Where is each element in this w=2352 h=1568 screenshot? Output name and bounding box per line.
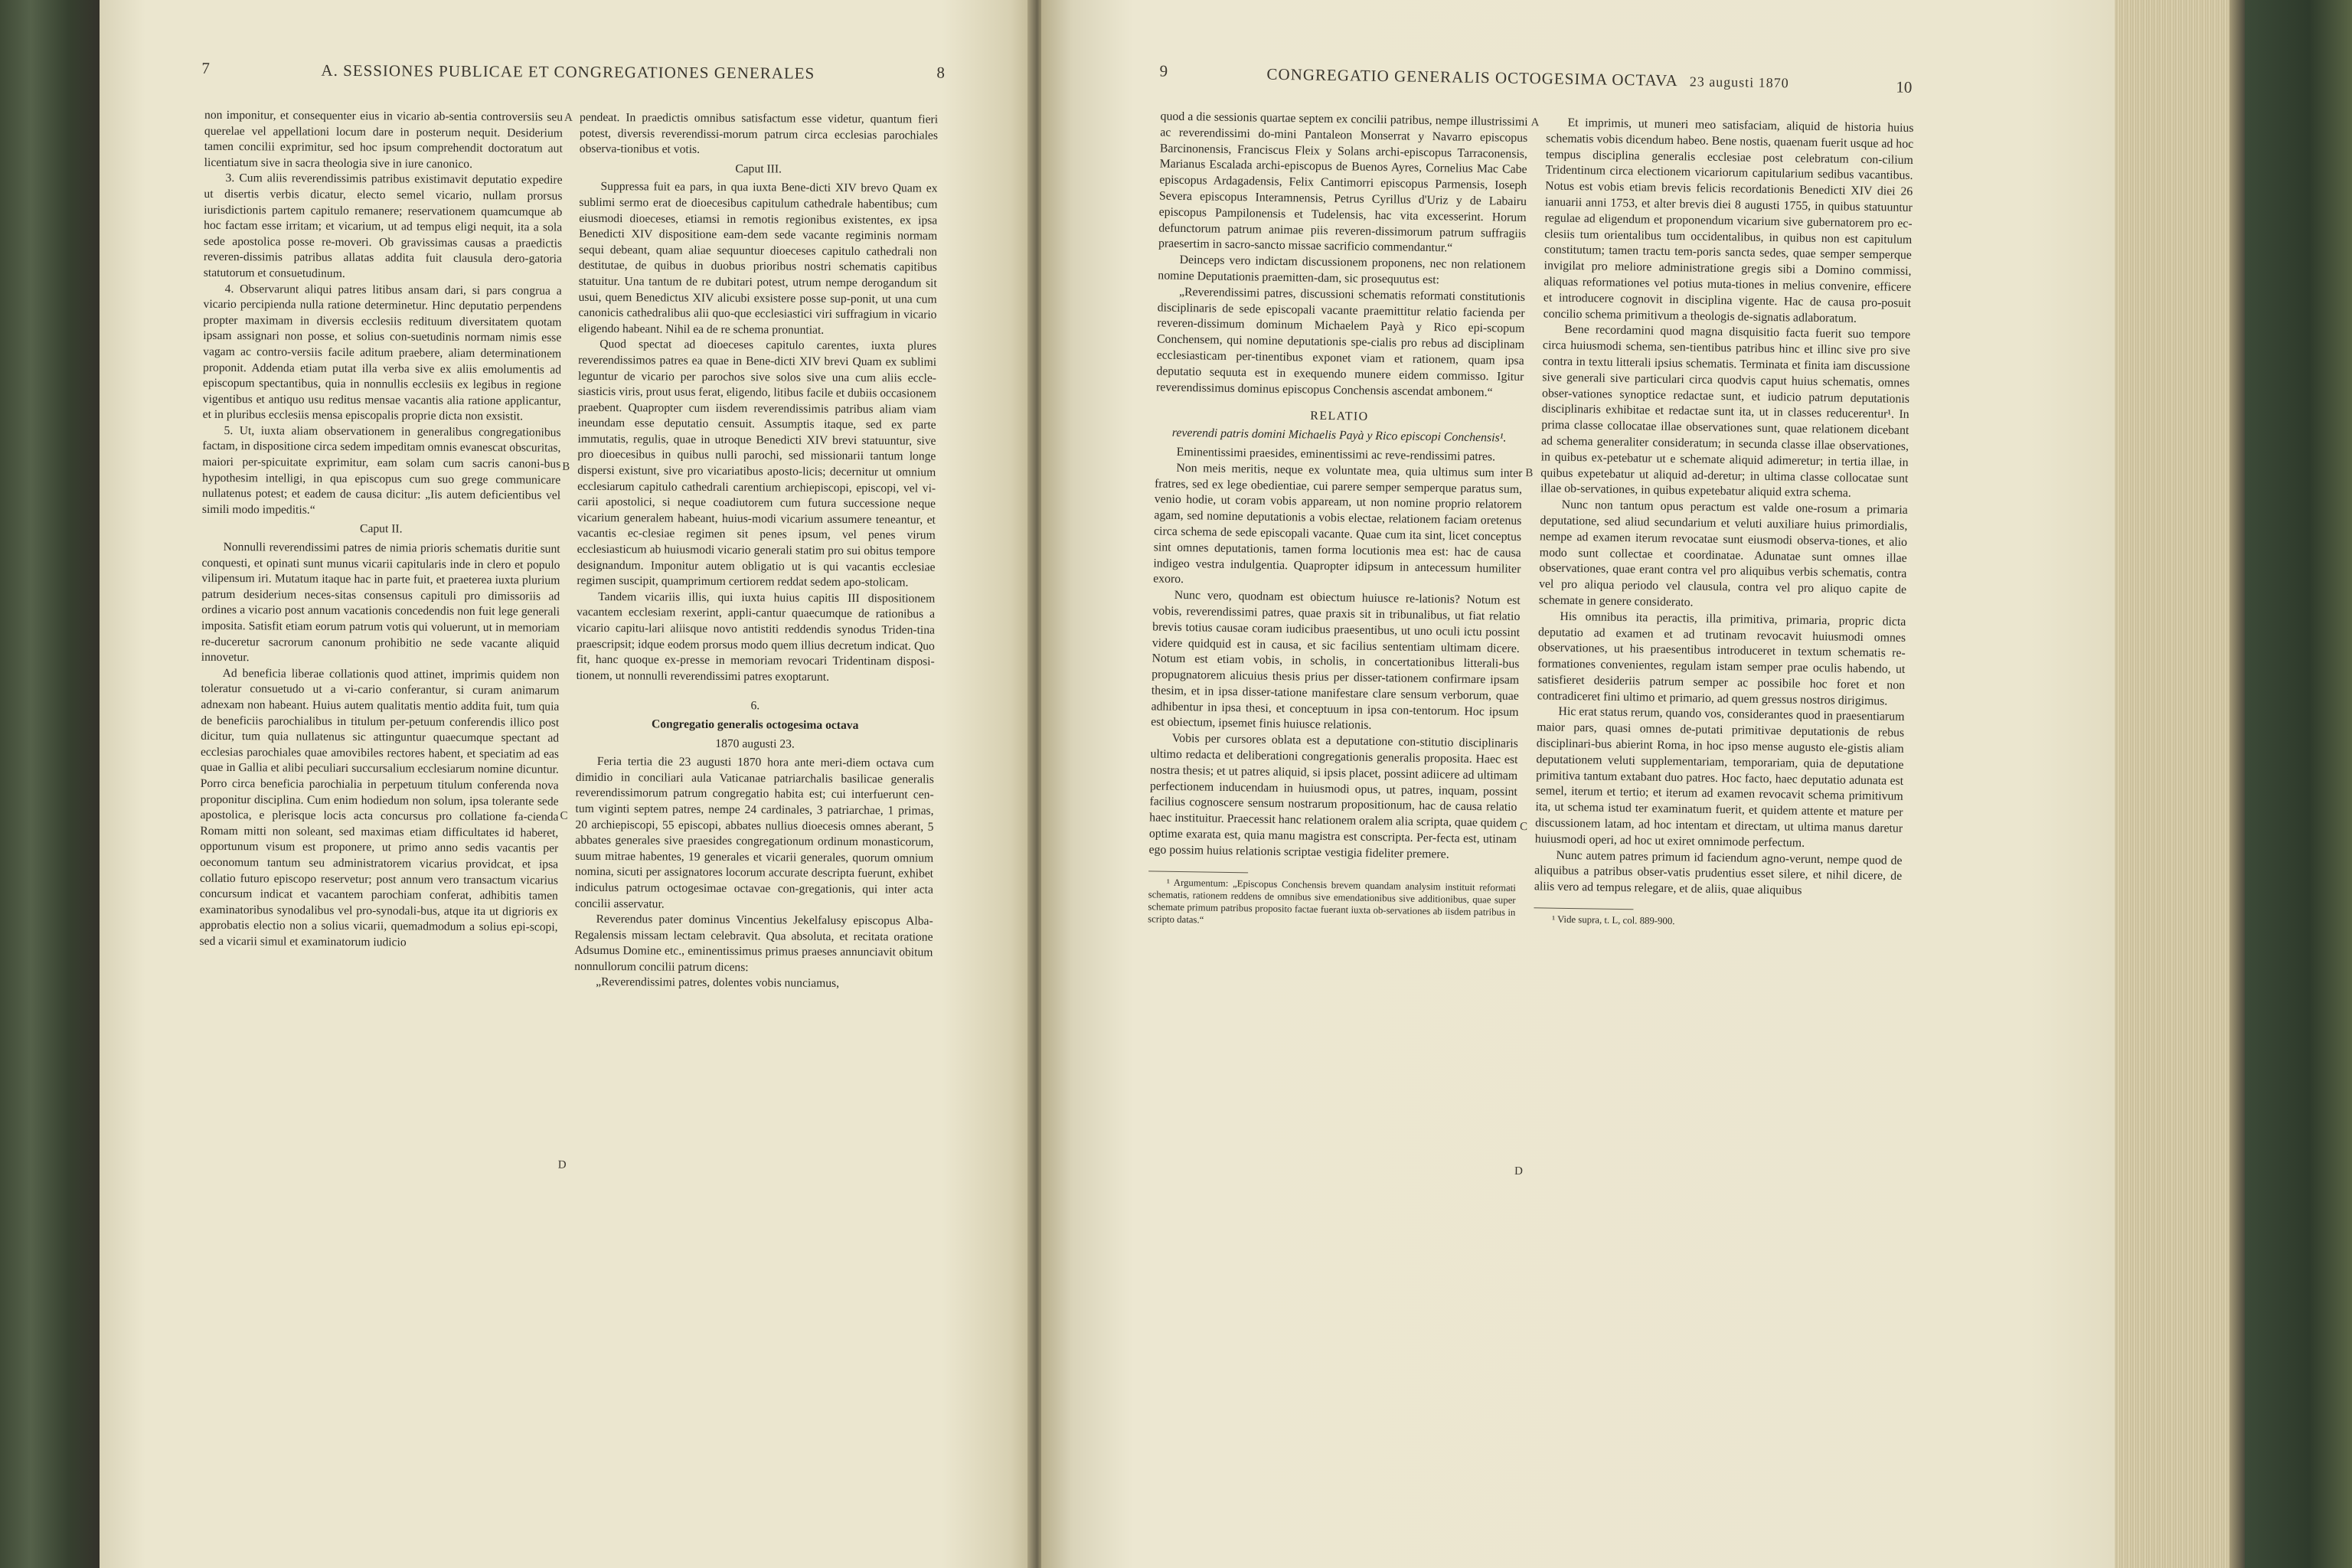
margin-marker-d: D [1514, 1165, 1524, 1178]
paragraph: „Reverendissimi patres, discussioni schematis reformati constitutionis disciplinaris de sede episcopali vacante praemittitur relatio facienda per reveren-dissimum dominum Michaelem Payà y Rico epi-scopum Conchensem, qui nomine deputationis spe-cialis pro rebus ad disciplinam ecclesiasticam per-tinentibus exponet viam et rationem, quam ipsa deputatio sequuta est in exequendo munere eidem commisso. Igitur reverendissimus dominus episcopus Conchensis ascendat ambonem.“ [1155, 285, 1526, 399]
page-edges [2115, 0, 2245, 1568]
section-heading-caput-iii: Caput III. [735, 162, 782, 176]
paragraph: 3. Cum aliis reverendissimis patribus existimavit deputatio expedire ut disertis verbis dicatur, electo semel vicario, nullam prorsus iurisdictionis partem capitulo remanere; reservationem quamcumque ab hoc factam esse irritam; et vicarium, ut ad tempus eligi nequit, ita a sola sede apostolica posse re-moveri. Ob gravissimas causas a praedictis reveren-dissimis patribus allatas addita fuit clausula dero-gatoria statutorum et consuetudinum. [203, 172, 563, 280]
running-head: A. SESSIONES PUBLICAE ET CONGREGATIONES GENERALES [321, 60, 815, 83]
margin-marker-d: D [557, 1158, 567, 1171]
paragraph: 4. Observarunt aliqui patres litibus ansam dari, si pars congrua a vicario percipienda nulla ratione determinetur. Hinc deputatio perpendens propter maximam in diversis ecclesiis redituum diversitatem quotam ipsam assignari non posse, et solius con-suetudinis normam nimis esse vagam ac contro-versiis facile aditum praebere, aliam determinationem proponit. Addenda etiam putat illa verba sive ex aliis emolumentis ad episcopum spectantibus, quia in nonnullis ecclesiis ex legibus in regione vigentibus et antiquo usu reditus mensae vacantis alia ratione applicantur, et in pluribus ecclesiis mensa episcopalis proprie dicta non exsistit. [202, 282, 562, 423]
section-date: 1870 augusti 23. [715, 737, 795, 751]
right-page-column-2 [1534, 115, 1914, 930]
section-number: 6. [750, 699, 760, 713]
left-page [100, 0, 1034, 1568]
paragraph: Et imprimis, ut muneri meo satisfaciam, aliquid de historia huius schematis vobis dicendum habeo. Bene nostis, quaenam fuerit usque ad hoc tempus disciplina generalis ecclesiae post celebratum con-cilium Tridentinum circa electionem vicariorum capitularium sedibus vacantibus. Notus est vobis etiam brevis felicis recordationis Benedicti XIV diei 26 ianuarii anni 1753, et alter brevis diei 8 augusti 1755, in quibus statuuntur regulae ad eligendum et proponendum vicarium sive gubernatorem pro ec-clesiis tum orientalibus tum occidentalibus, in quibus non est capitulum constitutum; tamen tractu tem-poris sancta sedes, quae semper semperque invigilat pro meliore administratione gregis sibi a Domino commissi, aliquas reformationes vel potius muta-tiones in melius convenire, efficere et introducere cognovit in disciplina vigente. Hac de causa pro-posuit concilio schema primitivum a theologis de-signatis adlaboratum. [1543, 116, 1914, 325]
right-page [1041, 0, 2115, 1568]
paragraph: Nunc autem patres primum id faciendum agno-verunt, nempe quod de aliquibus a patribus obser-vatis prudentius esset silere, et nihil dicere, de aliis vero ad tempus relegare, et de aliis, quae aliquibus [1534, 848, 1903, 897]
footnote-rule [1534, 907, 1633, 910]
paragraph: Eminentissimi praesides, eminentissimi ac reve-rendissimi patres. [1176, 445, 1496, 464]
paragraph: Non meis meritis, neque ex voluntate mea, quia ultimus sum inter fratres, sed ex lege obedientiae, cui parere semper semperque paratus sum, venio hodie, ut coram vobis appaream, ut non nomine proprio relatorem agam, sed nomine deputationis a vobis electae, relationem faciam oretenus circa schema de sede episcopali vacante. Quae cum ita sint, licet conceptus sint omnes deputationis, tamen forma locutionis mea est: hac de causa indigeo vestra indulgentia. Quapropter idipsum in antecessum humiliter exoro. [1153, 461, 1523, 586]
margin-marker-c: C [560, 809, 568, 822]
paragraph: quod a die sessionis quartae septem ex concilii patribus, nempe illustrissimi ac reverendissimi do-mini Pantaleon Monserrat y Navarro episcopus Barcinonensis, Franciscus Fleix y Solans archi-episcopus Tarraconensis, Marianus Escalada archi-episcopus de Buenos Ayres, Cornelius Mac Cabe episcopus Ardagadensis, Felix Cantimorri episcopus Parmensis, Ioseph Severa episcopus Interamnensis, Petrus Cyrillus d'Uriz y de Labairu episcopus Pampilonensis et Tudelensis, hac vita excesserint. Horum defunctorum patrum animae piis reveren-dissimorum patrum suffragiis praesertim in sacro-sancto missae sacrificio commendantur.“ [1158, 109, 1528, 255]
paragraph: Ad beneficia liberae collationis quod attinet, imprimis quidem non toleratur consuetudo ut a vi-cario conferantur, si curam animarum adnexam non habeant. Huius autem qualitatis mentio addita fuit, tum quia de beneficiis parochialibus in titulum per-petuum conferendis illico post dicitur, tum quia nullatenus sic attinguntur quaecumque spectant ad ecclesias parochiales quae amovibiles rectores habent, et speciatim ad eas quae in Gallia et alibi peculiari succursalium ecclesiarum nomine dicuntur. Porro circa beneficia parochialia in perpetuum titulum conferenda nova proponitur disciplina. Cum enim hodiedum non solum, ipsa tolerante sede apostolica, e plerisque locis acta concursus pro collatione fa-cienda Romam mitti non soleant, sed maximas etiam difficultates id haberet, opportunum visum est proponere, ut primo anno sedis vacantis per oeconomum tantum seu administratorem vicarius providcat, et ipsa collatio futuro episcopo reservetur; post annum vero transactum vicarius concursum indicat et vacantem parochiam conferat, adhibitis tamen examinatoribus synodalibus vel pro-synodali-bus, atque ita ut digrioris ex approbatis electio non a solius vicarii, quemadmodum a solius epi-scopi, sed a vicarii simul et examinatorum iudicio [199, 666, 560, 949]
paragraph: Deinceps vero indictam discussionem proponens, nec non relationem nomine Deputationis praemitten-dam, sic prosequutus est: [1158, 253, 1526, 287]
paragraph: Nonnulli reverendissimi patres de nimia prioris schematis duritie sunt conquesti, et opinati sunt munus vicarii capitularis inde in clero et populo vilipensum iri. Mutatum itaque hac in parte fuit, et praeterea iuxta plurium patrum desiderium neces-sitas consensus capituli pro dimissoriis ad ordines a vicario post annum vacationis concedendis non fuit lege generali imposita. Satisfit etiam eorum patrum votis qui voluerunt, ut in memoriam re-duceretur sacrorum canonum prohibitio ne sede vacante aliquid innovetur. [201, 541, 560, 665]
paragraph: His omnibus ita peractis, illa primitiva, primaria, propric dicta deputatio ad examen et ad trutinam revocavit huiusmodi omnes observationes, ut his praesentibus introduceret in textum schematis re-formationes convenientes, regulam istam semper prae oculis habendo, ut satisfieret desideriis patrum semper ac possibile hoc foret et non contradiceret fini ultimo et primario, ad quem gressus nostros dirigimus. [1537, 609, 1906, 708]
running-head [1266, 65, 1789, 93]
running-head-date: 23 augusti 1870 [1689, 74, 1789, 91]
paragraph: non imponitur, et consequenter eius in vicario ab-sentia controversiis seu querelae vel appellationi locum dare in posterum nequit. Desiderium tamen concilii exprimitur, sed hoc ipsum comprehendit doctoratum aut licentiatum sive in sacra theologia sive in iure canonico. [204, 108, 564, 171]
page-number-8: 8 [936, 63, 946, 82]
running-head-title: CONGREGATIO GENERALIS OCTOGESIMA OCTAVA [1266, 64, 1677, 90]
paragraph: Bene recordamini quod magna disquisitio facta fuerit suo tempore circa huiusmodi schema, sen-tientibus patribus hinc et illinc sive pro sive contra in textu litterali ipsius schematis. Terminata et finita iam discussione sive generali sive particulari circa quodvis caput huius schematis, omnes obser-vationes synoptice redactae sunt, et iudicio patrum deputationis disciplinaris exhibitae et redactae sunt ita, ut in classes reducerentur¹. In prima classe collocatae illae observationes sunt, quae relationem dicebant ad schema generaliter consideratum; in secunda classe illae observationes, in quibus ex-petebatur ut e schemate aliquid adimeretur; in tertia illae, in quibus expetebatur ut aliquid ad-deretur; in ultima classe collocatae sunt illae ob-servationes, in quibus expetebatur aliquid extra schema. [1540, 323, 1911, 501]
footnote: ¹ Argumentum: „Episcopus Conchensis brevem quandam analysim instituit reformati schematis, rationem reddens de omnibus sive emendationibus sive additionibus, quae super schemate primum patribus proposito factae fuerant iuxta ob-servationes ab iisdem patribus in scripto datas.“ [1148, 877, 1516, 926]
left-page-column-1 [199, 108, 563, 952]
paragraph: Hic erat status rerum, quando vos, considerantes quod in praesentiarum maior pars, quasi omnes de-putati primitivae deputationis de rebus disciplinari-bus abierint Roma, in hoc ipso mense augusto ele-gistis aliam deputationem veluti supplementariam, temporariam, quia de deputatione primitiva tantum extabant duo patres. Hoc facto, haec deputatio adunata est semel, iterum et tertio; et iterum ad examen revocavit schema primitivum ita, ut schema istud ter examinatum fuerit, et quidem attente et mature per discussionem latam, ad hoc intentam et directam, ut ultima manus daretur huiusmodi operi, ad hoc ut exiret omnimode perfectum. [1534, 705, 1905, 850]
paragraph: Vobis per cursores oblata est a deputatione con-stitutio disciplinaris ultimo redacta et deliberationi congregationis generalis proposita. Haec est nostra thesis; et ut patres aliquid, si ipsis placet, possint adiicere ad ultimam perfectionem inducendam in huiusmodi opus, ut patres, inquam, possint facilius cognoscere sensum nostrarum propositionum, hac de causa relatio haec instituitur. Praecessit hanc relationem oralem alia scripta, quae quidem optime exarata est, quia manu magistra est conscripta. Per-fecta est, utinam ego possim huius relationis scriptae vestigia fideliter premere. [1148, 732, 1518, 861]
paragraph: „Reverendissimi patres, dolentes vobis nunciamus, [596, 975, 840, 991]
book-cover [2245, 0, 2352, 1568]
paragraph: pendeat. In praedictis omnibus satisfactum esse videtur, quantum fieri potest, diversis reverendissi-morum patrum circa ecclesias parochiales observa-tionibus et votis. [579, 110, 939, 156]
page-number-10: 10 [1896, 77, 1913, 96]
paragraph: Tandem vicariis illis, qui iuxta huius capitis III dispositionem vacantem ecclesiam rexerint, appli-cantur quaecumque de rationibus a vicario capitu-lari aliisque novo antistiti reddendis synodus Triden-tina praescripsit; idque eodem prorsus modo quem illius decretum indicat. Quo fit, hanc quoque ex-presse in memoriam revocari Tridentinam disposi-tionem, ut nonnulli reverendissimi patres exoptarunt. [576, 590, 936, 684]
page-number-7: 7 [201, 58, 211, 77]
margin-marker-b: B [562, 460, 570, 473]
right-page-column-1 [1148, 109, 1528, 930]
paragraph: Reverendus pater dominus Vincentius Jekelfalusy episcopus Alba-Regalensis missam lectam celebravit. Qua absoluta, et recitata oratione Adsumus Domine etc., eminentissimus primus praeses annunciavit obitum nonnullorum concilii patrum dicens: [574, 913, 933, 975]
paragraph: Suppressa fuit ea pars, in qua iuxta Bene-dicti XIV brevo Quam ex sublimi sermo erat de dioecesibus capitulum cathedrale habentibus; cum eiusmodi dioeceses, etiamsi in remotis regionibus existentes, ex ipsa Benedicti XIV dispositione eam-dem sede vacante regiminis normam sequi debeant, quam aliae sequuntur dioeceses capitulo cathedrali non destitutae, de quibus in duobus prioribus nostri schematis capitibus statuitur. Una tantum de re dubitari potest, utrum nempe derogandum sit usui, quem Benedictus XIV alicubi exsistere posse sup-ponit, ut una cum canonicis cathedralibus alii quo-que ecclesiastici viri suffragium in vicario eligendo habeant. Nihil ea de re schema pronuntiat. [578, 180, 938, 337]
page-number-9: 9 [1159, 61, 1168, 80]
relatio-subheading: reverendi patris domini Michaelis Payà y Rico episcopi Conchensis¹. [1171, 426, 1507, 445]
footnote: ¹ Vide supra, t. L, col. 889-900. [1552, 913, 1675, 927]
margin-marker-a: A [1530, 116, 1540, 129]
margin-marker-b: B [1525, 467, 1534, 480]
margin-marker-c: C [1519, 820, 1528, 834]
margin-marker-a: A [564, 111, 573, 124]
paragraph: Feria tertia die 23 augusti 1870 hora ante meri-diem octava cum dimidio in conciliari aula Vaticanae patriarchalis basilicae generalis reverendissimorum patrum congregatio habita est; cui interfuerunt cen-tum viginti septem patres, nempe 24 cardinales, 3 patriarchae, 1 primas, 20 archiepiscopi, 55 episcopi, abbates nullius dioecesis omnes aberant, 5 abbates generales sive praesides congregationum ordinum monasticorum, suum mitrae habentes, 19 generales et vicarii generales, quorum omnium nomina, sicuti per assignatores locorum accurate descripta fuerunt, exhibet indiculus patrum octogesimae octavae con-gregationis, qui inter acta concilii asservatur. [574, 755, 934, 911]
section-heading-caput-ii: Caput II. [360, 522, 403, 536]
paragraph: Quod spectat ad dioeceses capitulo carentes, iuxta plures reverendissimos patres ea quae in Bene-dicti XIV brevi Quam ex sublimi leguntur de vicario per parochos sive solos sive una cum aliis eccle-siasticis viris, prout usus ferat, eligendo, litibus facile et dubiis occasionem praebent. Quapropter cum iisdem reverendissimis patribus aliam viam ineundam esse deputatio censuit. Assumptis itaque, sed ex parte immutatis, regulis, quae in utroque Benedicti XIV brevi statuuntur, sive pro dioecesibus in quibus nulli parochi, sed missionarii tantum longe dispersi existunt, sive pro vicariatibus aposto-licis; decernitur ut omnium ecclesiarum capitulo cathedrali carentium archiepiscopi, episcopi, vel vi-carii apostolici, si neque coadiutorem cum futura successione neque vicarium generalem habeant, huius-modi vicarium assumere teneantur, et vacantis ec-clesiae regimen sit penes ipsum, vel penes virum ecclesiasticum ab huiusmodi vicario generali statim pro sui obitus tempore designandum. Imponitur autem obligatio ut is qui vacantis ecclesiae regimen suscipit, quamprimum certiorem reddat sedem apo-stolicam. [577, 338, 937, 590]
paragraph: 5. Ut, iuxta aliam observationem in generalibus congregationibus factam, in dispositione circa sedem impeditam omnis evanescat obscuritas, maiori per-spicuitate exprimitur, eam solam cum sacris canoni-bus hypothesim intelligi, in qua episcopus cum suo grege communicare nullatenus potest; et eadem de causa dicitur: „Iis autem deficientibus vel simili modo impeditis.“ [201, 423, 561, 517]
paragraph: Nunc non tantum opus peractum est valde one-rosum a primaria deputatione, sed aliud secundarium et veluti auxiliare huius primordialis, nempe ad examen iterum revocatae sunt eiusmodi observa-tiones, et alio modo sunt collectae et coordinatae. Adunatae sunt omnes illae observationes, quae erant contra vel pro aliquibus verbis schematis, contra vel pro aliqua periodo vel clausula, contra vel pro aliquo capite de schemate in genere considerato. [1538, 498, 1908, 609]
footnote-rule [1148, 871, 1248, 873]
left-page-column-2 [574, 110, 938, 993]
paragraph: Nunc vero, quodnam est obiectum huiusce re-lationis? Notum est vobis, reverendissimi patres, quae praxis sit in tribunalibus, ut fiat relatio brevis totius causae coram iudicibus praesentibus, ut uno oculi ictu possint videre quidquid est in causa, et sic facilius sententiam ultimam dicere. Notum est etiam vobis, in scholis, in concertationibus litterali-bus propugnatorem alicuius thesis prius per disser-tationem confirmare ipsam thesim, et in ipsa disser-tatione manifestare clare sensum verborum, quae adhibentur in ipsa thesi, et conceptuum in ipsa con-tentorum. Hoc ipsum est obiectum, ipsemet finis huiusce relationis. [1151, 588, 1521, 733]
section-title: Congregatio generalis octogesima octava [651, 717, 859, 733]
relatio-heading: RELATIO [1310, 409, 1369, 424]
